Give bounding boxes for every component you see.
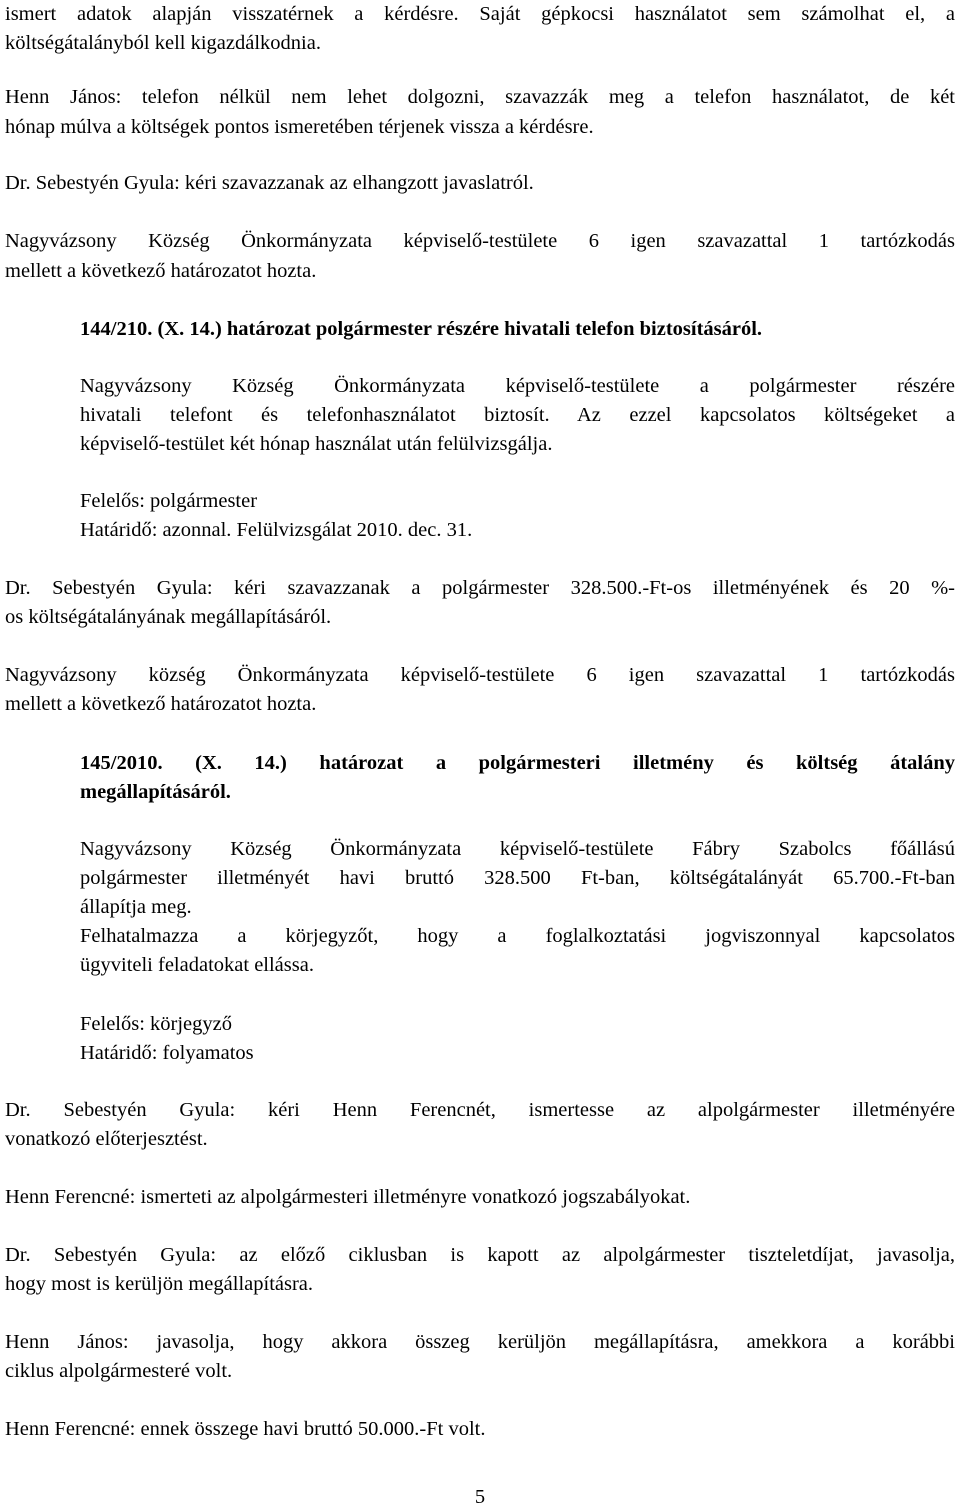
text-line: Henn Ferencné: ennek összege havi bruttó 50.000.-Ft volt.: [5, 1418, 486, 1440]
text-line: mellett a következő határozatot hozta.: [5, 693, 317, 715]
text-line: Henn János: telefon nélkül nem lehet dolgozni, szavazzák meg a telefon használatot, de két: [5, 86, 955, 108]
text-line: hivatali telefont és telefonhasználatot biztosít. Az ezzel kapcsolatos költségeket a: [80, 404, 955, 426]
deadline-line: Határidő: folyamatos: [80, 1042, 254, 1064]
text-line: költségátalányból kell kigazdálkodnia.: [5, 32, 321, 54]
text-line: Nagyvázsony Község Önkormányzata képviselő-testülete 6 igen szavazattal 1 tartózkodás: [5, 230, 955, 252]
text-line: ügyviteli feladatokat ellássa.: [80, 954, 314, 976]
text-line: Nagyvázsony Község Önkormányzata képviselő-testülete Fábry Szabolcs főállású: [80, 838, 955, 860]
text-line: hogy most is kerüljön megállapításra.: [5, 1273, 314, 1295]
text-line: Nagyvázsony Község Önkormányzata képviselő-testülete a polgármester részére: [80, 375, 955, 397]
text-line: Henn János: javasolja, hogy akkora összeg kerüljön megállapításra, amekkora a korábbi: [5, 1331, 955, 1353]
resolution-heading: 144/210. (X. 14.) határozat polgármester részére hivatali telefon biztosításáról.: [80, 318, 763, 340]
resolution-heading: 145/2010. (X. 14.) határozat a polgármesteri illetmény és költség átalány: [80, 752, 955, 774]
text-line: os költségátalányának megállapításáról.: [5, 606, 332, 628]
text-line: hónap múlva a költségek pontos ismeretében térjenek vissza a kérdésre.: [5, 116, 594, 138]
page-number: 5: [474, 1486, 486, 1508]
text-line: vonatkozó előterjesztést.: [5, 1128, 208, 1150]
text-line: Dr. Sebestyén Gyula: kéri Henn Ferencnét, ismertesse az alpolgármester illetményére: [5, 1099, 955, 1121]
resolution-heading: megállapításáról.: [80, 781, 231, 803]
text-line: állapítja meg.: [80, 896, 192, 918]
text-line: mellett a következő határozatot hozta.: [5, 260, 317, 282]
text-line: ciklus alpolgármesteré volt.: [5, 1360, 233, 1382]
responsible-line: Felelős: körjegyző: [80, 1013, 233, 1035]
text-line: Felhatalmazza a körjegyzőt, hogy a foglalkoztatási jogviszonnyal kapcsolatos: [80, 925, 955, 947]
deadline-line: Határidő: azonnal. Felülvizsgálat 2010. dec. 31.: [80, 519, 473, 541]
text-line: ismert adatok alapján visszatérnek a kérdésre. Saját gépkocsi használatot sem számolhat el, a: [5, 3, 955, 25]
text-line: Nagyvázsony község Önkormányzata képviselő-testülete 6 igen szavazattal 1 tartózkodás: [5, 664, 955, 686]
text-line: polgármester illetményét havi bruttó 328.500 Ft-ban, költségátalányát 65.700.-Ft-ban: [80, 867, 955, 889]
responsible-line: Felelős: polgármester: [80, 490, 258, 512]
text-line: Dr. Sebestyén Gyula: kéri szavazzanak a polgármester 328.500.-Ft-os illetményének és 20 %-: [5, 577, 955, 599]
text-line: Henn Ferencné: ismerteti az alpolgármesteri illetményre vonatkozó jogszabályokat.: [5, 1186, 691, 1208]
text-line: képviselő-testület két hónap használat után felülvizsgálja.: [80, 433, 553, 455]
text-line: Dr. Sebestyén Gyula: kéri szavazzanak az elhangzott javaslatról.: [5, 172, 534, 194]
text-line: Dr. Sebestyén Gyula: az előző ciklusban is kapott az alpolgármester tiszteletdíjat, javasolja,: [5, 1244, 955, 1266]
